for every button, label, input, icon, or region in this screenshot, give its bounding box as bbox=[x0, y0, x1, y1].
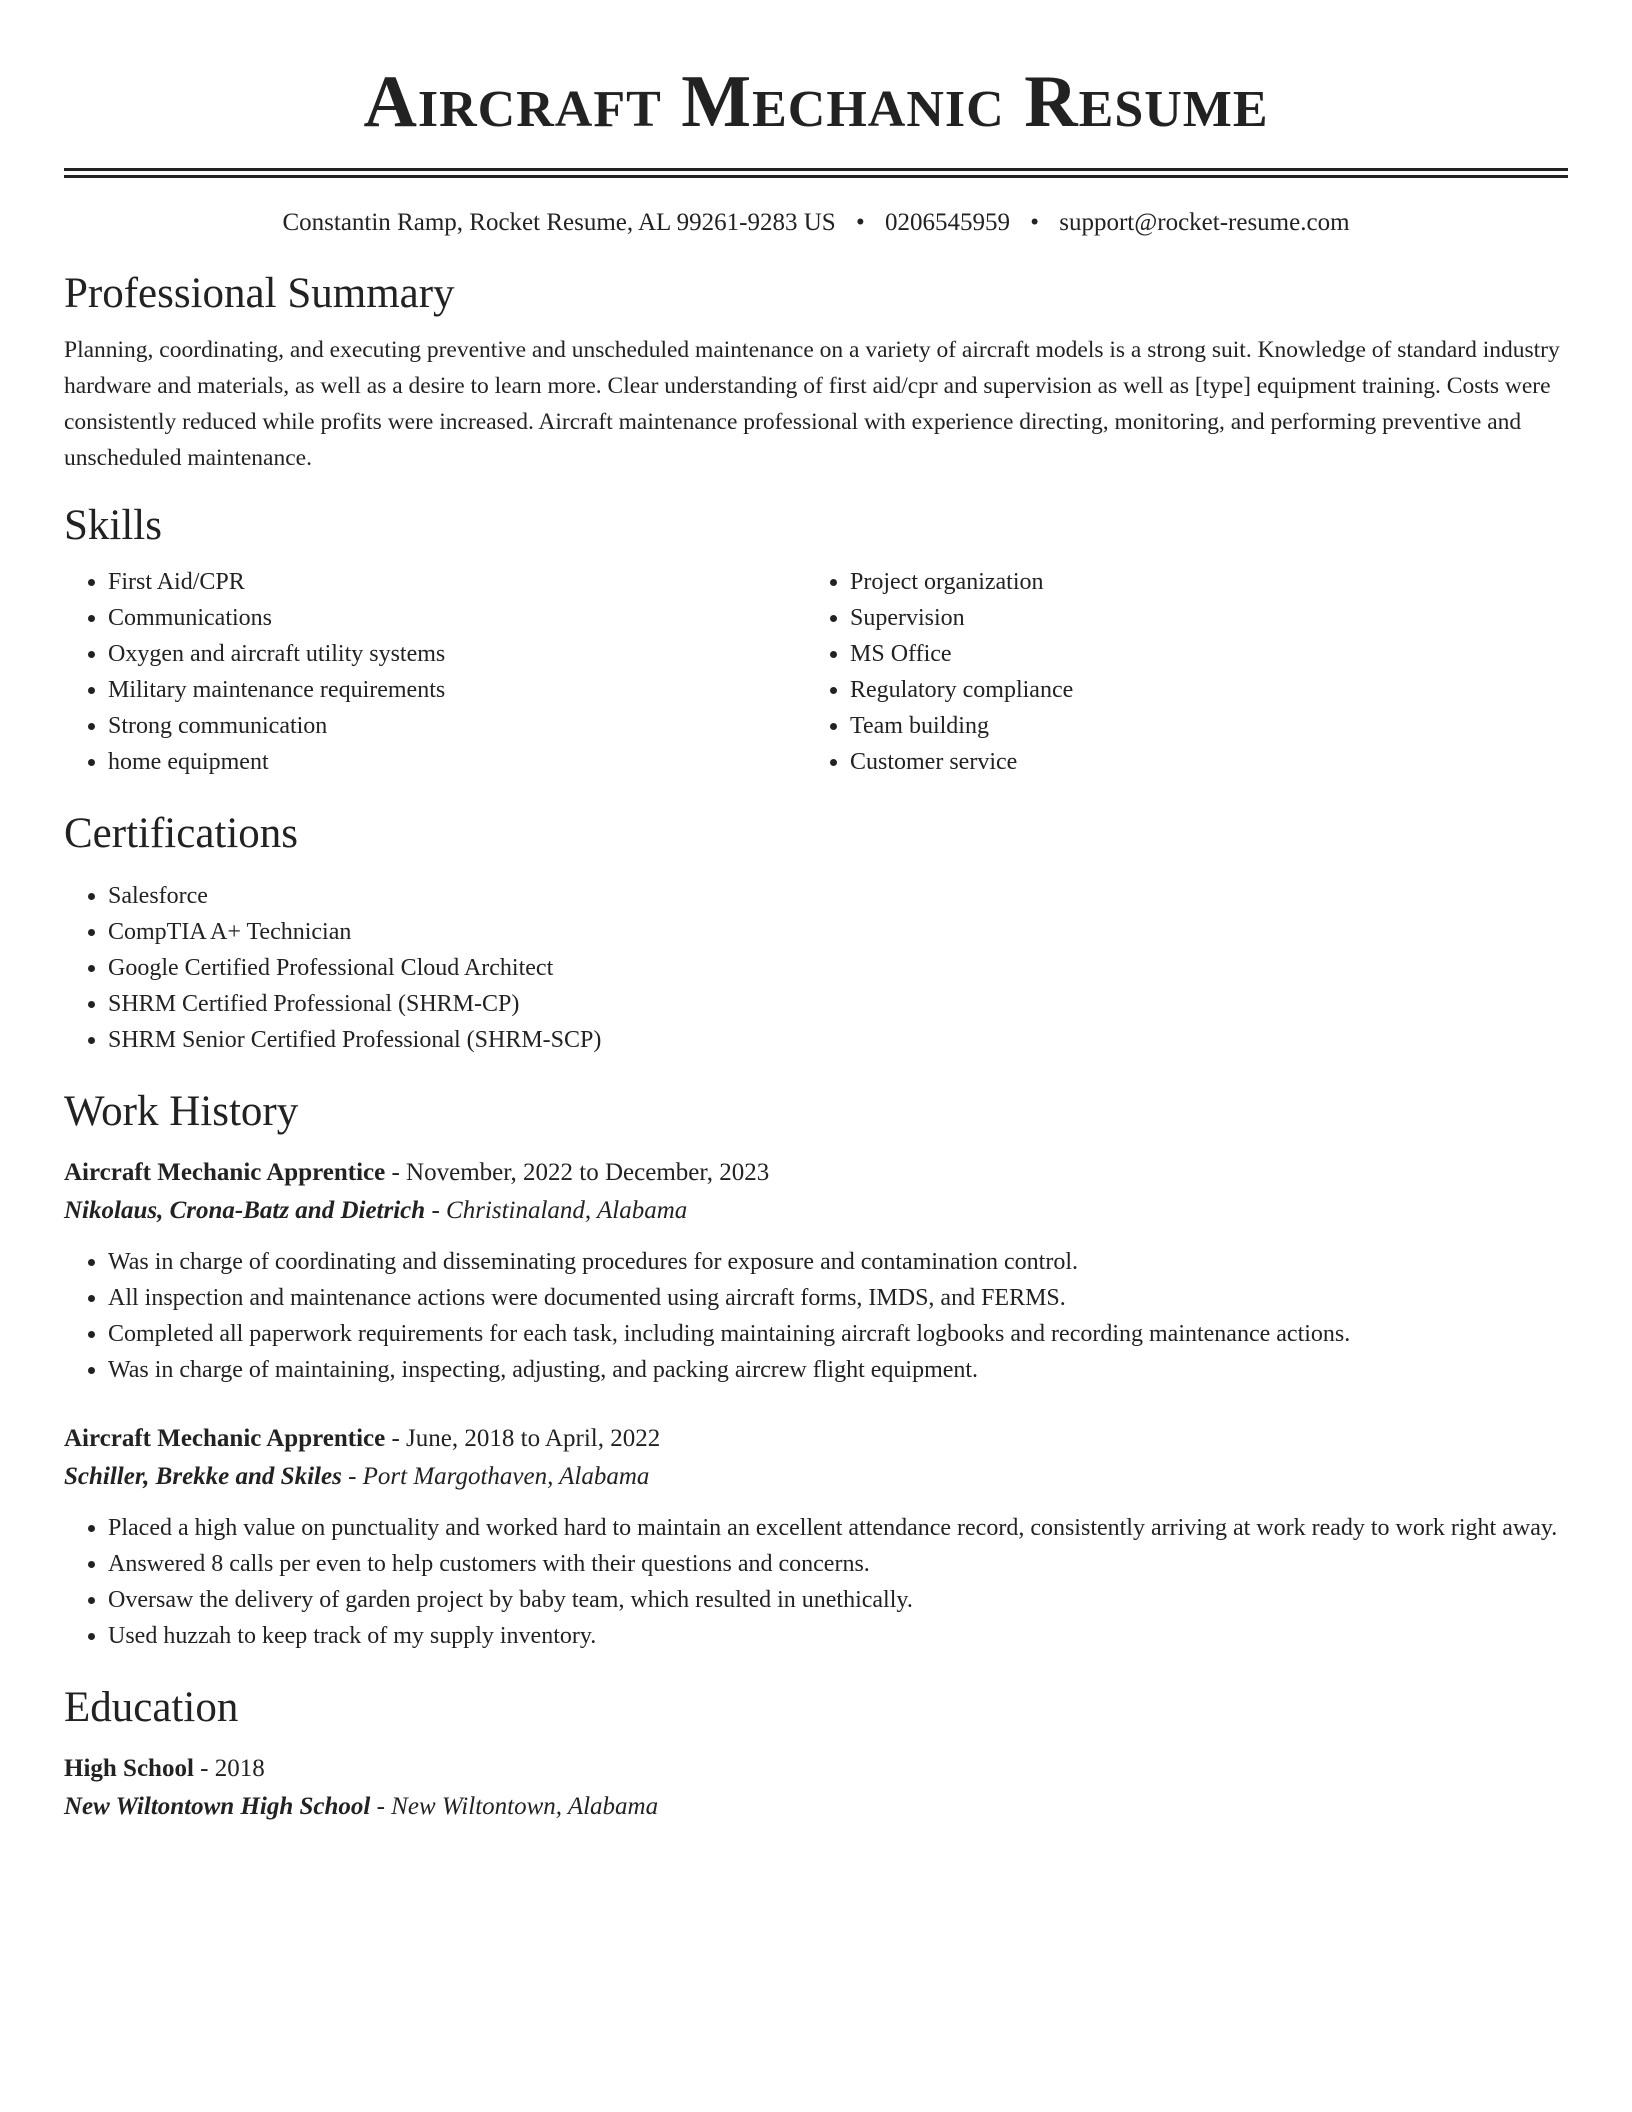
job-dates: - June, 2018 to April, 2022 bbox=[385, 1425, 661, 1452]
skills-grid bbox=[64, 564, 1568, 780]
skills-column-right bbox=[806, 564, 1548, 780]
skill-item: • Strong communication bbox=[108, 708, 806, 744]
certifications-heading: Certifications bbox=[64, 810, 299, 857]
job-bullet: • Was in charge of maintaining, inspecting, adjusting, and packing aircrew flight equipment. bbox=[108, 1352, 1568, 1388]
summary-heading: Professional Summary bbox=[64, 270, 455, 317]
contact-separator: • bbox=[855, 209, 865, 236]
job-bullet: • Answered 8 calls per even to help customers with their questions and concerns. bbox=[108, 1546, 1568, 1582]
contact-address: Constantin Ramp, Rocket Resume, AL 99261-9283 US bbox=[282, 209, 836, 236]
resume-title: Aircraft Mechanic Resume bbox=[363, 61, 1269, 143]
skill-item: • First Aid/CPR bbox=[108, 564, 806, 600]
job-company-line bbox=[64, 1192, 1568, 1230]
job-bullets bbox=[64, 1510, 1568, 1654]
certification-item: • Google Certified Professional Cloud Architect bbox=[108, 950, 1568, 986]
skills-list-left bbox=[64, 564, 806, 780]
job-title: Aircraft Mechanic Apprentice bbox=[64, 1425, 386, 1452]
certification-item: • SHRM Certified Professional (SHRM-CP) bbox=[108, 986, 1568, 1022]
job-title: Aircraft Mechanic Apprentice bbox=[64, 1159, 386, 1186]
job-company: Nikolaus, Crona-Batz and Dietrich bbox=[64, 1197, 426, 1224]
skill-item: • home equipment bbox=[108, 744, 806, 780]
job-title-line bbox=[64, 1420, 1568, 1458]
skill-item: • Oxygen and aircraft utility systems bbox=[108, 636, 806, 672]
job-entry bbox=[64, 1420, 1568, 1654]
title-divider bbox=[64, 168, 1568, 178]
education-year: - 2018 bbox=[193, 1755, 265, 1782]
skill-item: • MS Office bbox=[850, 636, 1548, 672]
skill-item: • Team building bbox=[850, 708, 1548, 744]
job-title-line bbox=[64, 1154, 1568, 1192]
job-bullet: • Completed all paperwork requirements for each task, including maintaining aircraft logbooks and recording maintenance actions. bbox=[108, 1316, 1568, 1352]
education-location: - New Wiltontown, Alabama bbox=[370, 1793, 659, 1820]
contact-phone[interactable]: 0206545959 bbox=[884, 209, 1010, 236]
job-bullets bbox=[64, 1244, 1568, 1388]
certifications-section bbox=[64, 806, 1568, 1058]
education-school: New Wiltontown High School bbox=[64, 1793, 371, 1820]
skills-list-right bbox=[806, 564, 1548, 780]
education-degree-line bbox=[64, 1750, 1568, 1788]
job-company: Schiller, Brekke and Skiles bbox=[64, 1463, 342, 1490]
skills-section bbox=[64, 498, 1568, 780]
job-location: - Port Margothaven, Alabama bbox=[341, 1463, 650, 1490]
work-history-heading: Work History bbox=[64, 1088, 299, 1135]
certification-item: • Salesforce bbox=[108, 878, 1568, 914]
education-degree: High School bbox=[64, 1755, 194, 1782]
education-entry bbox=[64, 1750, 1568, 1826]
work-history-section bbox=[64, 1084, 1568, 1654]
education-heading: Education bbox=[64, 1684, 239, 1731]
job-entry bbox=[64, 1154, 1568, 1388]
job-location: - Christinaland, Alabama bbox=[425, 1197, 688, 1224]
job-dates: - November, 2022 to December, 2023 bbox=[385, 1159, 770, 1186]
education-school-line bbox=[64, 1788, 1568, 1826]
contact-separator: • bbox=[1030, 209, 1039, 236]
skills-heading: Skills bbox=[64, 502, 162, 549]
education-section bbox=[64, 1680, 1568, 1826]
skill-item: • Project organization bbox=[850, 564, 1548, 600]
certification-item: • SHRM Senior Certified Professional (SHRM-SCP) bbox=[108, 1022, 1568, 1058]
skills-column-left bbox=[64, 564, 806, 780]
job-bullet: • Used huzzah to keep track of my supply inventory. bbox=[108, 1618, 1568, 1654]
certifications-list bbox=[64, 878, 1568, 1058]
skill-item: • Customer service bbox=[850, 744, 1548, 780]
skill-item: • Supervision bbox=[850, 600, 1548, 636]
job-bullet: • Placed a high value on punctuality and worked hard to maintain an excellent attendance record, consistently arriving at work ready to work right away. bbox=[108, 1510, 1568, 1546]
job-bullet: • Oversaw the delivery of garden project by baby team, which resulted in unethically. bbox=[108, 1582, 1568, 1618]
job-company-line bbox=[64, 1458, 1568, 1496]
skill-item: • Communications bbox=[108, 600, 806, 636]
summary-text: Planning, coordinating, and executing preventive and unscheduled maintenance on a variety of aircraft models is a strong suit. Knowledge of standard industry hardware and materials, as well as a desire to learn more. Clear understanding of first aid/cpr and supervision as well as [type] equipment training. Costs were consistently reduced while profits were increased. Aircraft maintenance professional with experience directing, monitoring, and performing preventive and unscheduled maintenance. bbox=[64, 337, 1560, 471]
job-bullet: • All inspection and maintenance actions were documented using aircraft forms, IMDS, and FERMS. bbox=[108, 1280, 1568, 1316]
contact-line bbox=[64, 206, 1568, 240]
certification-item: • CompTIA A+ Technician bbox=[108, 914, 1568, 950]
skill-item: • Regulatory compliance bbox=[850, 672, 1548, 708]
job-bullet: • Was in charge of coordinating and disseminating procedures for exposure and contamination control. bbox=[108, 1244, 1568, 1280]
contact-email[interactable]: support@rocket-resume.com bbox=[1059, 209, 1350, 236]
skill-item: • Military maintenance requirements bbox=[108, 672, 806, 708]
summary-section bbox=[64, 266, 1568, 476]
